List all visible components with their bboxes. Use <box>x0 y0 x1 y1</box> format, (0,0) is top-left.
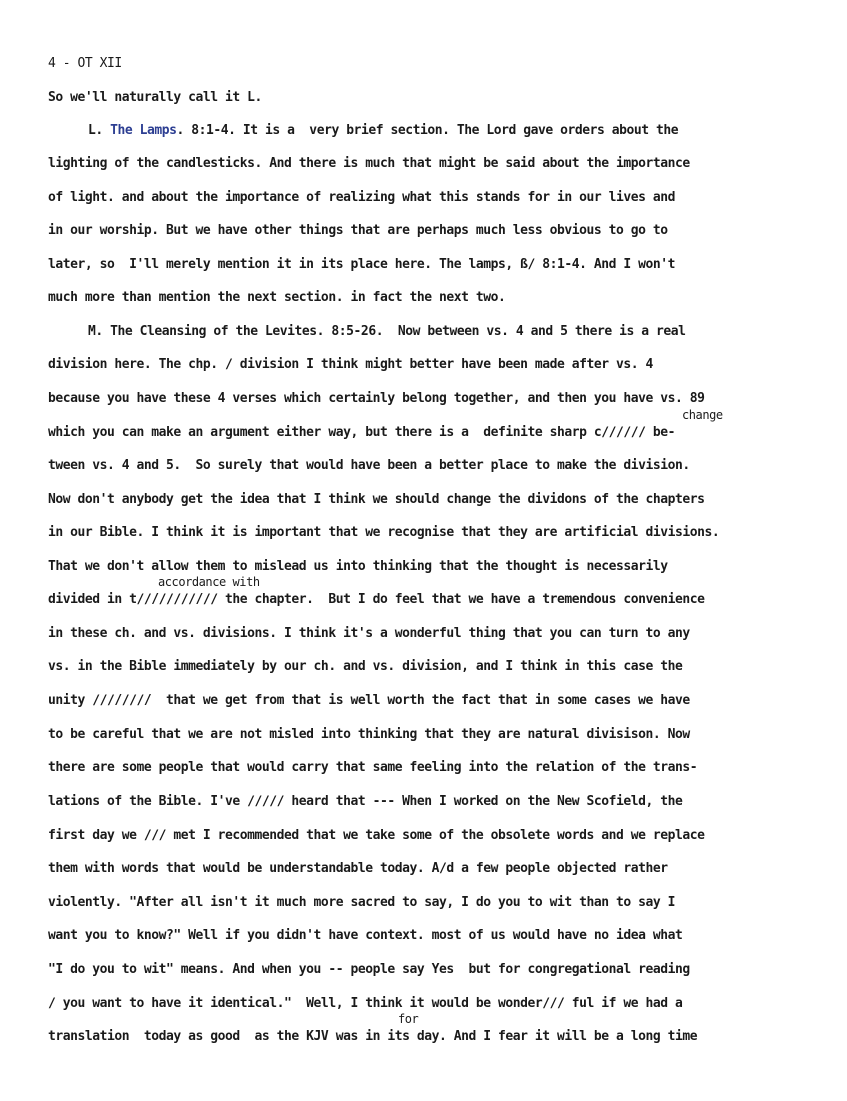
text-line: divided in t∕∕/∕∕∕∕∕/∕∕ the chapter. But I do feel that we have a tremendous convenience <box>48 592 705 607</box>
text-line: Now don't anybody get the idea that I think we should change the dividons of the chapters <box>48 492 705 507</box>
text-line: lations of the Bible. I've ∕∕∕∕∕ heard that --- When I worked on the New Scofield, the <box>48 794 683 809</box>
text-line: ∕ you want to have it identical." Well, I think it would be wonder∕∕∕ ful if we had a <box>48 996 683 1011</box>
text-line: "I do you to wit" means. And when you -- people say Yes but for congregational reading <box>48 962 690 977</box>
handwritten-insertion-for: for <box>398 1012 419 1026</box>
text-line: to be careful that we are not misled into thinking that they are natural divisison. Now <box>48 727 690 742</box>
text-line: translation today as good as the KJV was in its day. And I fear it will be a long time <box>48 1029 698 1044</box>
text-line: because you have these 4 verses which certainly belong together, and then you have vs. 89 <box>48 391 705 406</box>
text-line: in these ch. and vs. divisions. I think it's a wonderful thing that you can turn to any <box>48 626 690 641</box>
text-line: tween vs. 4 and 5. So surely that would have been a better place to make the division. <box>48 458 690 473</box>
text-line: unity ∕∕∕/∕∕∕/ that we get from that is well worth the fact that in some cases we have <box>48 693 690 708</box>
text-line: want you to know?" Well if you didn't have context. most of us would have no idea what <box>48 928 683 943</box>
text-line: first day we ∕∕∕ met I recommended that we take some of the obsolete words and we replace <box>48 828 705 843</box>
text-line: lighting of the candlesticks. And there is much that might be said about the importance <box>48 156 690 171</box>
text-line: there are some people that would carry that same feeling into the relation of the trans- <box>48 760 698 775</box>
page-header: 4 - OT XII <box>48 56 122 71</box>
text-line: later, so I'll merely mention it in its place here. The lamps, ß∕ 8:1-4. And I won't <box>48 257 676 272</box>
text-line: them with words that would be understandable today. A∕d a few people objected rather <box>48 861 668 876</box>
text-line: in our Bible. I think it is important that we recognise that they are artificial divisions. <box>48 525 720 540</box>
text-line: division here. The chp. ∕ division I think might better have been made after vs. 4 <box>48 357 653 372</box>
handwritten-insertion-accordance: accordance with <box>158 575 260 589</box>
text-line: of light. and about the importance of realizing what this stands for in our lives and <box>48 190 676 205</box>
text-line: violently. "After all isn't it much more sacred to say, I do you to wit than to say I <box>48 895 676 910</box>
handwritten-insertion-change: change <box>682 408 723 422</box>
line-prefix: L. <box>88 123 111 138</box>
section-title-lamps: The Lamps <box>110 123 177 138</box>
text-line: vs. in the Bible immediately by our ch. and vs. division, and I think in this case the <box>48 659 683 674</box>
text-line: much more than mention the next section. in fact the next two. <box>48 290 506 305</box>
text-line: in our worship. But we have other things that are perhaps much less obvious to go to <box>48 223 668 238</box>
text-line: That we don't allow them to mislead us into thinking that the thought is necessarily <box>48 559 668 574</box>
text-line: M. The Cleansing of the Levites. 8:5-26. Now between vs. 4 and 5 there is a real <box>88 324 686 339</box>
line-suffix: . 8:1-4. It is a very brief section. The Lord gave orders about the <box>176 123 679 138</box>
text-line: which you can make an argument either way, but there is a definite sharp c∕∕∕∕∕∕ be- <box>48 425 676 440</box>
text-line-lamps <box>88 123 678 139</box>
text-line: So we'll naturally call it L. <box>48 90 262 105</box>
